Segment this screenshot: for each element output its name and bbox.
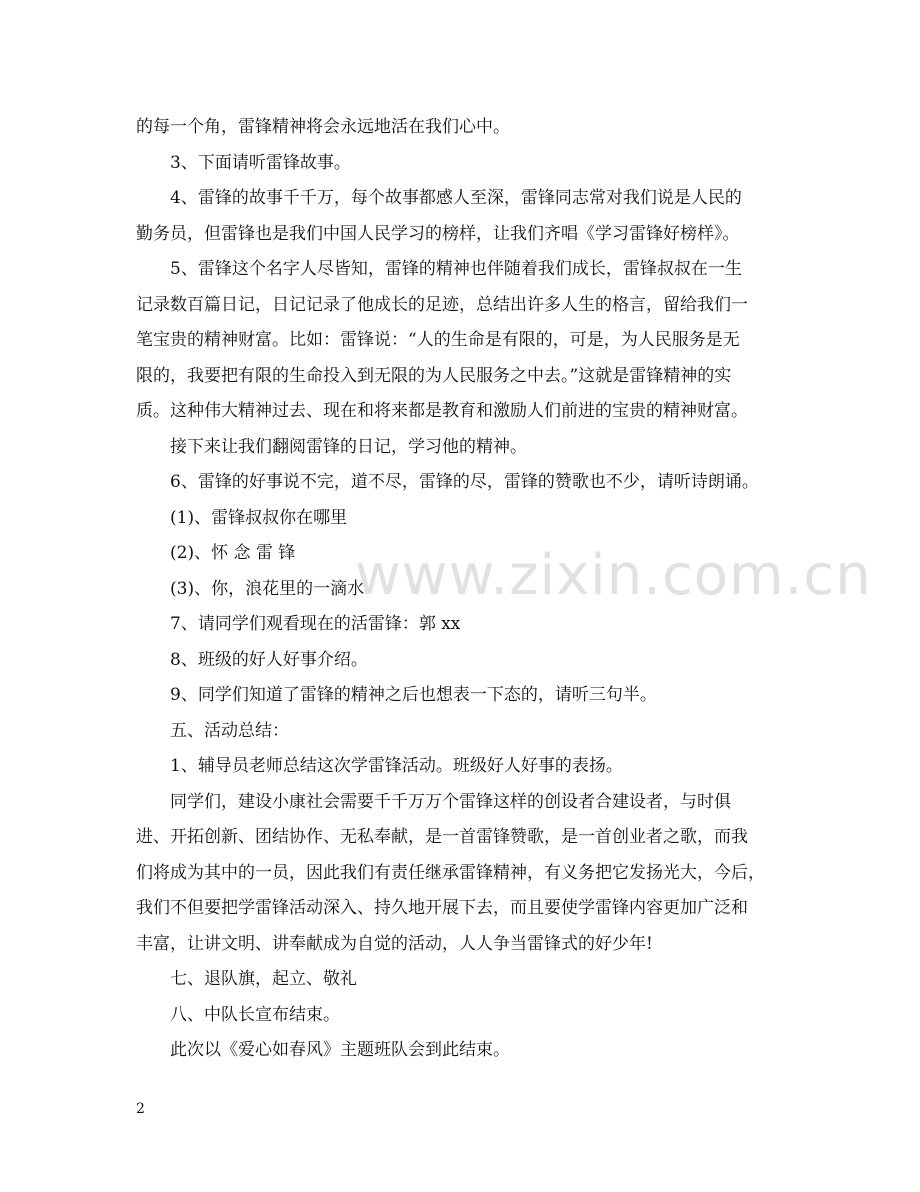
paragraph-line: 进、开拓创新、团结协作、无私奉献，是一首雷锋赞歌，是一首创业者之歌，而我 <box>136 827 748 847</box>
paragraph-line: 笔宝贵的精神财富。比如：雷锋说：“人的生命是有限的，可是，为人民服务是无 <box>136 330 740 350</box>
paragraph-line: 3、下面请听雷锋故事。 <box>170 152 351 173</box>
paragraph-line: 同学们，建设小康社会需要千千万万个雷锋这样的创设者合建设者，与时俱 <box>170 791 731 812</box>
paragraph-line: 1、辅导员老师总结这次学雷锋活动。班级好人好事的表扬。 <box>170 756 623 776</box>
paragraph-line: 我们不但要把学雷锋活动深入、持久地开展下去，而且要使学雷锋内容更加广泛和 <box>136 898 748 918</box>
watermark-text: www.zixin.com.cn <box>355 543 872 608</box>
paragraph-line: 4、雷锋的故事千千万，每个故事都感人至深，雷锋同志常对我们说是人民的 <box>170 188 742 208</box>
paragraph-line: 丰富，让讲文明、讲奉献成为自觉的活动，人人争当雷锋式的好少年! <box>136 933 653 954</box>
paragraph-line: (1)、雷锋叔叔你在哪里 <box>170 507 348 528</box>
page-number: 2 <box>136 1101 145 1117</box>
paragraph-line: (3)、你，浪花里的一滴水 <box>170 578 365 599</box>
paragraph-line: 限的，我要把有限的生命投入到无限的为人民服务之中去。”这就是雷锋精神的实 <box>136 365 732 386</box>
paragraph-line: 9、同学们知道了雷锋的精神之后也想表一下态的，请听三句半。 <box>170 685 657 705</box>
paragraph-line: 6、雷锋的好事说不完，道不尽，雷锋的尽，雷锋的赞歌也不少，请听诗朗诵。 <box>170 472 759 492</box>
paragraph-line: (2)、怀 念 雷 锋 <box>170 543 296 563</box>
section-heading: 五、活动总结： <box>170 720 289 741</box>
paragraph-line: 的每一个角，雷锋精神将会永远地活在我们心中。 <box>136 117 510 137</box>
paragraph-line: 们将成为其中的一员，因此我们有责任继承雷锋精神，有义务把它发扬光大，今后， <box>136 862 765 883</box>
paragraph-line: 勤务员，但雷锋也是我们中国人民学习的榜样，让我们齐唱《学习雷锋好榜样》。 <box>136 223 740 244</box>
paragraph-line: 接下来让我们翻阅雷锋的日记，学习他的精神。 <box>170 436 527 457</box>
paragraph-line: 5、雷锋这个名字人尽皆知，雷锋的精神也伴随着我们成长，雷锋叔叔在一生 <box>170 259 742 279</box>
paragraph-line: 8、班级的好人好事介绍。 <box>170 649 368 670</box>
section-heading: 八、中队长宣布结束。 <box>170 1004 340 1025</box>
paragraph-line: 记录数百篇日记，日记记录了他成长的足迹，总结出许多人生的格言，留给我们一 <box>136 294 748 315</box>
section-heading: 七、退队旗，起立、敬礼 <box>170 969 357 989</box>
paragraph-line: 质。这种伟大精神过去、现在和将来都是教育和激励人们前进的宝贵的精神财富。 <box>136 401 748 421</box>
paragraph-line: 7、请同学们观看现在的活雷锋：郭 xx <box>170 614 461 634</box>
paragraph-line: 此次以《爱心如春风》主题班队会到此结束。 <box>170 1040 510 1060</box>
